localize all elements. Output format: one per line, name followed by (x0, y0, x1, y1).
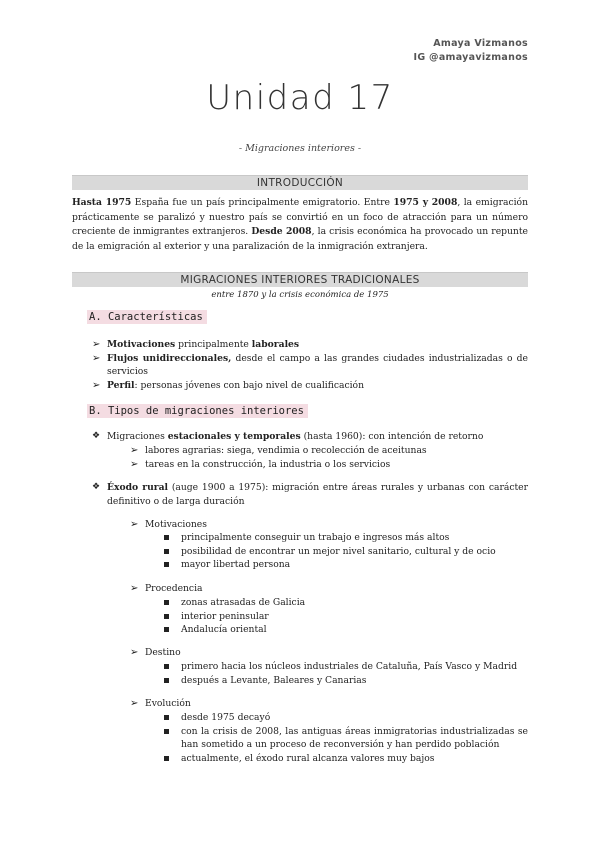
square-bullet-icon (164, 600, 169, 605)
seasonal-migration-item: ❖ Migraciones estacionales y temporales (hasta 1960): con intención de retorno (92, 431, 484, 442)
intro-text-3: , la crisis económica ha provocado un repunte de la emigración al exterior y una paralización de la inmigración extranjera. (72, 226, 528, 252)
group-procedencia-heading: ➢ Procedencia (130, 583, 203, 594)
characteristics-list (92, 338, 528, 392)
list-item: primero hacia los núcleos industriales de Cataluña, País Vasco y Madrid (164, 660, 528, 674)
list-item: interior peninsular (164, 610, 528, 624)
traditional-heading: MIGRACIONES INTERIORES TRADICIONALES (72, 272, 528, 287)
diamond-bullet-icon: ❖ (92, 431, 101, 441)
arrow-bullet-icon: ➢ (130, 698, 139, 709)
square-bullet-icon (164, 562, 169, 567)
square-bullet-icon (164, 715, 169, 720)
list-item: actualmente, el éxodo rural alcanza valores muy bajos (164, 752, 528, 766)
square-bullet-icon (164, 678, 169, 683)
arrow-bullet-icon: ➢ (130, 458, 139, 470)
intro-bold-2: 1975 y 2008 (393, 197, 458, 208)
list-item: después a Levante, Baleares y Canarias (164, 674, 528, 688)
page-title: Unidad 17 (206, 78, 394, 118)
group-evolucion-list (164, 711, 528, 765)
square-bullet-icon (164, 664, 169, 669)
list-item: posibilidad de encontrar un mejor nivel sanitario, cultural y de ocio (164, 545, 528, 559)
page-subtitle: - Migraciones interiores - (238, 143, 362, 154)
square-bullet-icon (164, 549, 169, 554)
intro-text-2: , la emigración prácticamente se paralizó y nuestro país se convirtió en un foco de atracción para un número creciente de inmigrantes extranjeros. (72, 197, 528, 237)
group-destino-list (164, 660, 528, 687)
intro-heading: INTRODUCCIÓN (72, 175, 528, 190)
list-item: con la crisis de 2008, las antiguas áreas inmigratorias industrializadas se han sometido a un proceso de reconversión y han perdido población (164, 725, 528, 752)
section-b-heading (87, 405, 308, 417)
group-destino-heading: ➢ Destino (130, 647, 181, 658)
group-motivaciones-heading: ➢ Motivaciones (130, 519, 207, 530)
group-evolucion-heading: ➢ Evolución (130, 698, 191, 709)
list-item: ➢ tareas en la construcción, la industria o los servicios (130, 458, 391, 470)
arrow-bullet-icon: ➢ (130, 583, 139, 594)
arrow-bullet-icon: ➢ (130, 445, 139, 456)
intro-paragraph (72, 196, 528, 254)
square-bullet-icon (164, 729, 169, 734)
square-bullet-icon (164, 756, 169, 761)
diamond-bullet-icon: ❖ (92, 482, 101, 492)
list-item: ➢ Motivaciones principalmente laborales (92, 339, 300, 350)
arrow-bullet-icon: ➢ (92, 352, 101, 364)
list-item: mayor libertad persona (164, 558, 528, 572)
list-item: zonas atrasadas de Galicia (164, 596, 528, 610)
group-motivaciones-list (164, 531, 528, 572)
seasonal-sublist (130, 444, 427, 471)
author-name: Amaya Vizmanos (433, 38, 528, 49)
square-bullet-icon (164, 627, 169, 632)
arrow-bullet-icon: ➢ (92, 379, 101, 391)
section-a-title: A. Características (87, 310, 207, 324)
section-b-title: B. Tipos de migraciones interiores (87, 404, 308, 418)
intro-text-1: España fue un país principalmente emigratorio. Entre (131, 197, 394, 208)
rural-exodus-item: ❖ Éxodo rural (auge 1900 a 1975): migración entre áreas rurales y urbanas con carácter definitivo o de larga duración (92, 482, 528, 507)
intro-bold-1: Hasta 1975 (72, 197, 132, 208)
arrow-bullet-icon: ➢ (130, 519, 139, 530)
square-bullet-icon (164, 535, 169, 540)
list-item: ➢ Perfil: personas jóvenes con bajo nivel de cualificación (92, 379, 364, 391)
date-range: entre 1870 y la crisis económica de 1975 (211, 290, 389, 300)
square-bullet-icon (164, 614, 169, 619)
arrow-bullet-icon: ➢ (92, 339, 101, 350)
list-item: ➢ labores agrarias: siega, vendimia o recolección de aceitunas (130, 445, 427, 456)
author-handle: IG @amayavizmanos (413, 52, 528, 63)
arrow-bullet-icon: ➢ (130, 647, 139, 658)
section-a-heading (87, 311, 207, 323)
intro-bold-3: Desde 2008 (251, 226, 312, 237)
list-item: principalmente conseguir un trabajo e ingresos más altos (164, 531, 528, 545)
list-item: ➢ Flujos unidireccionales, desde el campo a las grandes ciudades industrializadas o de servicios (92, 352, 528, 377)
list-item: Andalucía oriental (164, 623, 528, 637)
group-procedencia-list (164, 596, 528, 637)
list-item: desde 1975 decayó (164, 711, 528, 725)
